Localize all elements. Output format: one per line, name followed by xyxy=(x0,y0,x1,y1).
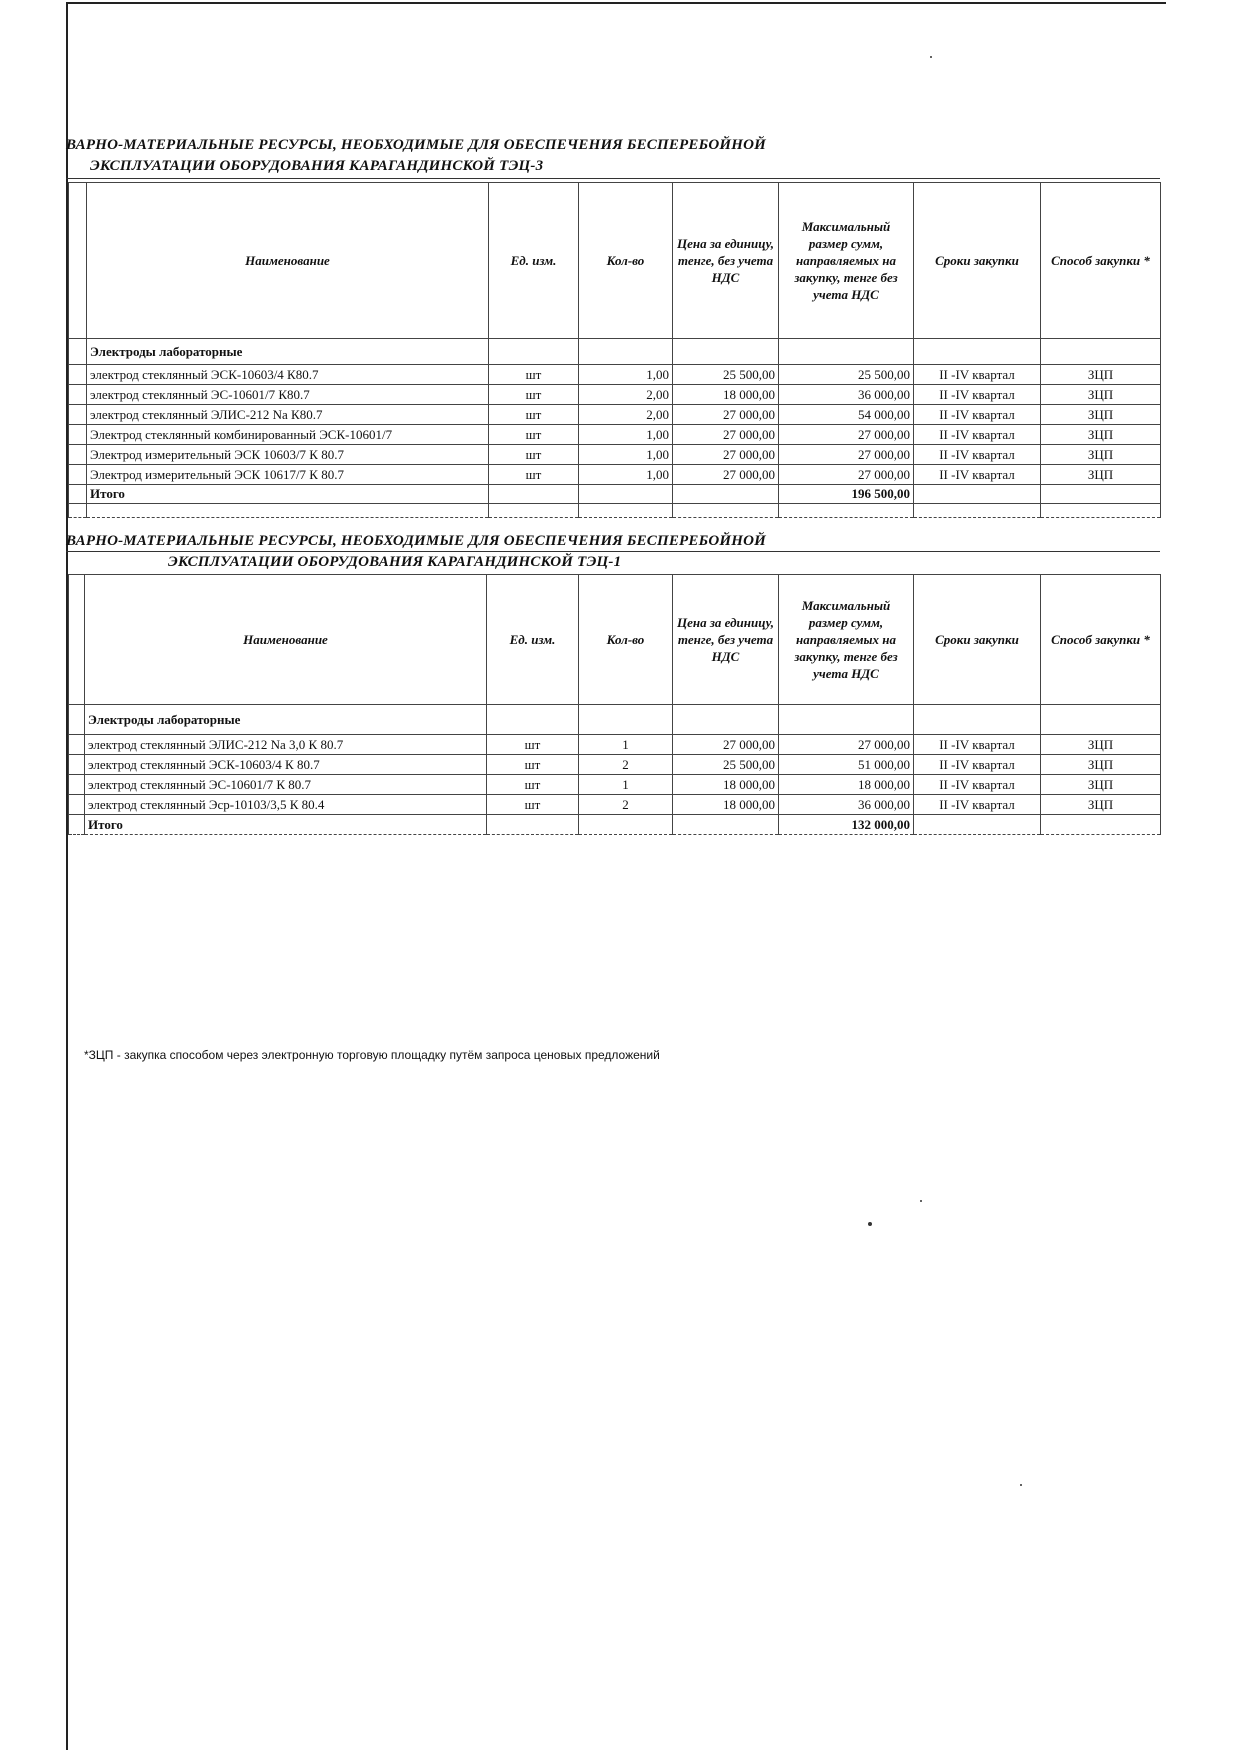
item-unit: шт xyxy=(489,365,579,385)
item-term: II -IV квартал xyxy=(914,795,1041,815)
tec1-header-row xyxy=(69,575,1161,705)
tec3-table xyxy=(68,182,1161,518)
item-price: 27 000,00 xyxy=(673,445,779,465)
page-frame-top xyxy=(66,2,1166,4)
item-method: ЗЦП xyxy=(1041,445,1161,465)
table-row xyxy=(69,405,1161,425)
tec1-col-qty: Кол-во xyxy=(579,575,673,705)
item-qty: 1,00 xyxy=(579,365,673,385)
tec3-spacer-row xyxy=(69,504,1161,518)
table-row xyxy=(69,385,1161,405)
table-row xyxy=(69,365,1161,385)
tec1-table xyxy=(68,574,1161,835)
tec3-col-name: Наименование xyxy=(87,183,489,339)
tec3-header-margin xyxy=(69,183,87,339)
item-name: электрод стеклянный ЭСК-10603/4 К80.7 xyxy=(87,365,489,385)
item-unit: шт xyxy=(489,405,579,425)
item-name: Электрод измерительный ЭСК 10617/7 К 80.7 xyxy=(87,465,489,485)
tec1-total-label: Итого xyxy=(85,815,487,835)
scan-speck xyxy=(868,1222,872,1226)
tec3-col-qty: Кол-во xyxy=(579,183,673,339)
item-method: ЗЦП xyxy=(1041,425,1161,445)
item-qty: 2,00 xyxy=(579,405,673,425)
tec3-heading-line1: ВАРНО-МАТЕРИАЛЬНЫЕ РЕСУРСЫ, НЕОБХОДИМЫЕ ДЛЯ ОБЕСПЕЧЕНИЯ БЕСПЕРЕБОЙНОЙ xyxy=(66,137,767,153)
item-qty: 1,00 xyxy=(579,465,673,485)
scan-speck xyxy=(920,1200,922,1202)
table-row xyxy=(69,465,1161,485)
tec1-heading-line1: ВАРНО-МАТЕРИАЛЬНЫЕ РЕСУРСЫ, НЕОБХОДИМЫЕ ДЛЯ ОБЕСПЕЧЕНИЯ БЕСПЕРЕБОЙНОЙ xyxy=(66,533,767,549)
item-term: II -IV квартал xyxy=(914,465,1041,485)
item-sum: 36 000,00 xyxy=(779,795,914,815)
tec1-col-max-sum: Максимальный размер сумм, направляемых на закупку, тенге без учета НДС xyxy=(779,575,914,705)
scan-speck xyxy=(1020,1484,1022,1486)
item-qty: 2 xyxy=(579,755,673,775)
item-name: Электрод стеклянный комбинированный ЭСК-10601/7 xyxy=(87,425,489,445)
scan-speck xyxy=(930,56,932,58)
item-method: ЗЦП xyxy=(1041,405,1161,425)
item-sum: 27 000,00 xyxy=(779,445,914,465)
item-price: 25 500,00 xyxy=(673,365,779,385)
item-price: 25 500,00 xyxy=(673,755,779,775)
tec1-col-method: Способ закупки * xyxy=(1041,575,1161,705)
item-term: II -IV квартал xyxy=(914,445,1041,465)
tec1-heading-line2: ЭКСПЛУАТАЦИИ ОБОРУДОВАНИЯ КАРАГАНДИНСКОЙ ТЭЦ-1 xyxy=(168,554,622,570)
tec3-total-sum: 196 500,00 xyxy=(779,485,914,504)
item-name: электрод стеклянный ЭС-10601/7 К80.7 xyxy=(87,385,489,405)
item-qty: 2 xyxy=(579,795,673,815)
item-term: II -IV квартал xyxy=(914,385,1041,405)
table-row xyxy=(69,735,1161,755)
item-unit: шт xyxy=(489,445,579,465)
item-price: 18 000,00 xyxy=(673,385,779,405)
tec1-col-price: Цена за единицу, тенге, без учета НДС xyxy=(673,575,779,705)
item-term: II -IV квартал xyxy=(914,425,1041,445)
tec3-section-row xyxy=(69,339,1161,365)
item-price: 27 000,00 xyxy=(673,735,779,755)
item-sum: 27 000,00 xyxy=(779,735,914,755)
item-method: ЗЦП xyxy=(1041,465,1161,485)
item-method: ЗЦП xyxy=(1041,755,1161,775)
item-price: 27 000,00 xyxy=(673,405,779,425)
item-term: II -IV квартал xyxy=(914,735,1041,755)
item-term: II -IV квартал xyxy=(914,365,1041,385)
item-name: электрод стеклянный ЭЛИС-212 Na 3,0 К 80.7 xyxy=(85,735,487,755)
tec3-section-title: Электроды лабораторные xyxy=(87,339,489,365)
item-unit: шт xyxy=(489,465,579,485)
tec3-col-unit: Ед. изм. xyxy=(489,183,579,339)
tec3-header-row xyxy=(69,183,1161,339)
item-sum: 36 000,00 xyxy=(779,385,914,405)
item-unit: шт xyxy=(487,755,579,775)
tec3-col-terms: Сроки закупки xyxy=(914,183,1041,339)
tec1-total-sum: 132 000,00 xyxy=(779,815,914,835)
item-method: ЗЦП xyxy=(1041,795,1161,815)
item-name: электрод стеклянный Эср-10103/3,5 К 80.4 xyxy=(85,795,487,815)
item-qty: 2,00 xyxy=(579,385,673,405)
table-row xyxy=(69,795,1161,815)
item-name: Электрод измерительный ЭСК 10603/7 К 80.7 xyxy=(87,445,489,465)
item-qty: 1 xyxy=(579,735,673,755)
tec1-col-terms: Сроки закупки xyxy=(914,575,1041,705)
item-qty: 1 xyxy=(579,775,673,795)
item-unit: шт xyxy=(487,775,579,795)
table-row xyxy=(69,425,1161,445)
tec3-col-max-sum: Максимальный размер сумм, направляемых на закупку, тенге без учета НДС xyxy=(779,183,914,339)
item-method: ЗЦП xyxy=(1041,775,1161,795)
item-sum: 27 000,00 xyxy=(779,465,914,485)
item-sum: 54 000,00 xyxy=(779,405,914,425)
item-method: ЗЦП xyxy=(1041,365,1161,385)
item-qty: 1,00 xyxy=(579,445,673,465)
tec1-header-margin xyxy=(69,575,85,705)
item-unit: шт xyxy=(487,795,579,815)
item-sum: 27 000,00 xyxy=(779,425,914,445)
table-row xyxy=(69,755,1161,775)
item-method: ЗЦП xyxy=(1041,385,1161,405)
item-price: 18 000,00 xyxy=(673,795,779,815)
item-term: II -IV квартал xyxy=(914,775,1041,795)
item-unit: шт xyxy=(489,425,579,445)
item-method: ЗЦП xyxy=(1041,735,1161,755)
item-name: электрод стеклянный ЭС-10601/7 К 80.7 xyxy=(85,775,487,795)
item-sum: 18 000,00 xyxy=(779,775,914,795)
item-sum: 51 000,00 xyxy=(779,755,914,775)
footnote: *ЗЦП - закупка способом через электронную торговую площадку путём запроса ценовых предложений xyxy=(84,1048,660,1062)
tec1-total-row xyxy=(69,815,1161,835)
tec3-col-method: Способ закупки * xyxy=(1041,183,1161,339)
item-term: II -IV квартал xyxy=(914,755,1041,775)
item-unit: шт xyxy=(489,385,579,405)
tec3-total-label: Итого xyxy=(87,485,489,504)
item-unit: шт xyxy=(487,735,579,755)
item-sum: 25 500,00 xyxy=(779,365,914,385)
item-term: II -IV квартал xyxy=(914,405,1041,425)
tec1-section-row xyxy=(69,705,1161,735)
item-price: 18 000,00 xyxy=(673,775,779,795)
table-row xyxy=(69,775,1161,795)
tec1-heading-rule xyxy=(66,551,1160,552)
tec1-section-title: Электроды лабораторные xyxy=(85,705,487,735)
tec3-col-price: Цена за единицу, тенге, без учета НДС xyxy=(673,183,779,339)
item-price: 27 000,00 xyxy=(673,465,779,485)
tec1-col-name: Наименование xyxy=(85,575,487,705)
item-qty: 1,00 xyxy=(579,425,673,445)
tec3-heading-rule xyxy=(66,178,1160,179)
tec3-total-row xyxy=(69,485,1161,504)
item-price: 27 000,00 xyxy=(673,425,779,445)
item-name: электрод стеклянный ЭСК-10603/4 К 80.7 xyxy=(85,755,487,775)
item-name: электрод стеклянный ЭЛИС-212 Na К80.7 xyxy=(87,405,489,425)
tec1-col-unit: Ед. изм. xyxy=(487,575,579,705)
table-row xyxy=(69,445,1161,465)
tec3-heading-line2: ЭКСПЛУАТАЦИИ ОБОРУДОВАНИЯ КАРАГАНДИНСКОЙ ТЭЦ-3 xyxy=(90,158,544,174)
